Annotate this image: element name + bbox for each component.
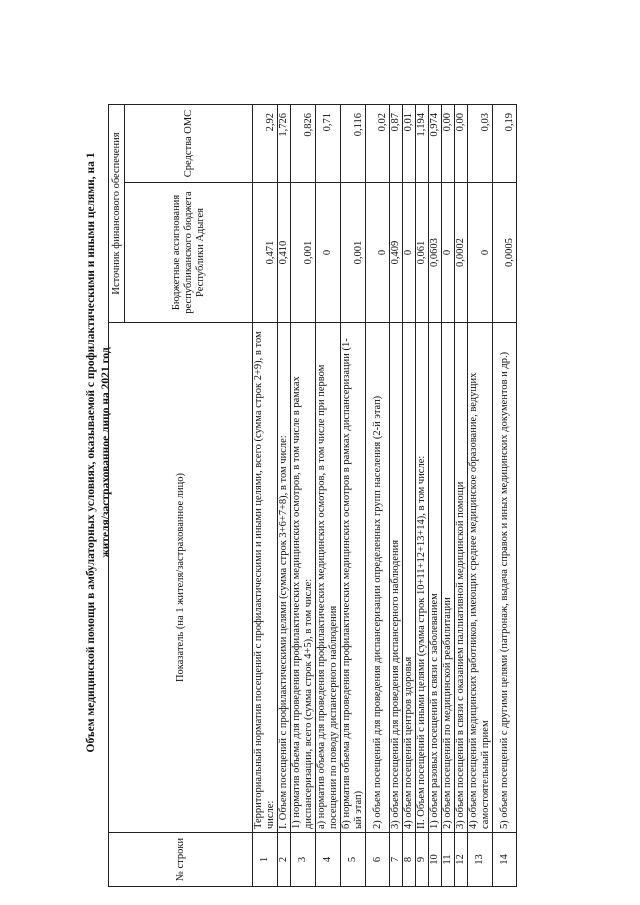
row-budget-value: 0 [468,183,493,323]
row-number: 4 [316,833,341,887]
row-number: 2 [278,833,291,887]
header-indicator: Показатель (на 1 жителя/застрахованное лицо) [109,323,253,833]
row-number: 10 [429,833,442,887]
row-oms-value: 2,92 [253,105,278,183]
table-row [253,105,278,887]
row-oms-value: 0,01 [403,105,416,183]
row-number: 7 [390,833,403,887]
row-oms-value: 0,974 [429,105,442,183]
row-budget-value: 0 [366,183,390,323]
row-number: 6 [366,833,390,887]
row-budget-value: 0,409 [390,183,403,323]
table-row [455,105,468,887]
table-row [493,105,517,887]
row-budget-value: 0,001 [341,183,366,323]
table-row [316,105,341,887]
row-number: 8 [403,833,416,887]
row-number: 11 [442,833,455,887]
header-budget: Бюджетные ассигнования республиканского бюджета Республики Адыгея [125,183,253,323]
row-budget-value: 0,0603 [429,183,442,323]
row-budget-value: 0,001 [291,183,316,323]
table-row [468,105,493,887]
table-row [416,105,429,887]
table-row [390,105,403,887]
row-number: 9 [416,833,429,887]
row-indicator: 2) объем посещений по медицинской реабилитации [442,323,455,833]
row-budget-value: 0,410 [278,183,291,323]
row-indicator: 4) объем посещений центров здоровья [403,323,416,833]
row-oms-value: 0,02 [366,105,390,183]
row-number: 12 [455,833,468,887]
row-budget-value: 0,471 [253,183,278,323]
row-indicator: 3) объем посещений в связи с оказанием паллиативной медицинской помощи [455,323,468,833]
table-row [366,105,390,887]
table-row [278,105,291,887]
table-row [291,105,316,887]
row-oms-value: 0,19 [493,105,517,183]
row-budget-value: 0 [442,183,455,323]
table-row [429,105,442,887]
row-oms-value: 0,00 [442,105,455,183]
row-budget-value: 0,061 [416,183,429,323]
row-indicator: 5) объем посещений с другими целями (патронаж, выдача справок и иных медицинских документов и др.) [493,323,517,833]
row-indicator: II. Объем посещений с иными целями (сумма строк 10+11+12+13+14), в том числе: [416,323,429,833]
row-indicator: а) норматив объема для проведения профилактических медицинских осмотров, в том числе при первом посещении по поводу диспансерного наблюдения [316,323,341,833]
header-source: Источник финансового обеспечения [109,105,125,323]
row-oms-value: 0,71 [316,105,341,183]
row-oms-value: 1,194 [416,105,429,183]
volume-table [108,104,517,887]
row-indicator: I. Объем посещений с профилактическими целями (сумма строк 3+6+7+8), в том числе: [278,323,291,833]
row-indicator: 1) норматив объема для проведения профилактических медицинских осмотров, в том числе в рамках диспансеризации, всего (сумма строк 4+5), в том числе: [291,323,316,833]
table-body [253,105,517,887]
table-row [442,105,455,887]
row-number: 14 [493,833,517,887]
row-oms-value: 0,00 [455,105,468,183]
row-indicator: Территориальный норматив посещений с профилактическими и иными целями, всего (сумма строк 2+9), в том числе: [253,323,278,833]
row-indicator: б) норматив объема для проведения профилактических медицинских осмотров в рамках диспансеризации (1-ый этап) [341,323,366,833]
row-indicator: 2) объем посещений для проведения диспансеризации определенных групп населения (2-й этап) [366,323,390,833]
row-oms-value: 1,726 [278,105,291,183]
row-oms-value: 0,826 [291,105,316,183]
row-budget-value: 0 [316,183,341,323]
header-row-no: № строки [109,833,253,887]
row-number: 3 [291,833,316,887]
table-row [403,105,416,887]
row-oms-value: 0,116 [341,105,366,183]
header-oms: Средства ОМС [125,105,253,183]
row-indicator: 4) объем посещений медицинских работников, имеющих среднее медицинское образование, ведущих самостоятельный прием [468,323,493,833]
title-line-1: Объем медицинской помощи в амбулаторных условиях, оказываемой с профилактическими и иными целями, на 1 [85,152,97,753]
title-line-2: жителя/застрахованное лицо на 2021 год [100,347,112,558]
row-number: 5 [341,833,366,887]
row-indicator: 3) объем посещений для проведения диспансерного наблюдения [390,323,403,833]
table-row [341,105,366,887]
row-indicator: 1) объем разовых посещений в связи с заболеванием [429,323,442,833]
row-number: 1 [253,833,278,887]
row-oms-value: 0,87 [390,105,403,183]
row-budget-value: 0,0002 [455,183,468,323]
row-budget-value: 0 [403,183,416,323]
row-number: 13 [468,833,493,887]
row-oms-value: 0,03 [468,105,493,183]
row-budget-value: 0,0005 [493,183,517,323]
